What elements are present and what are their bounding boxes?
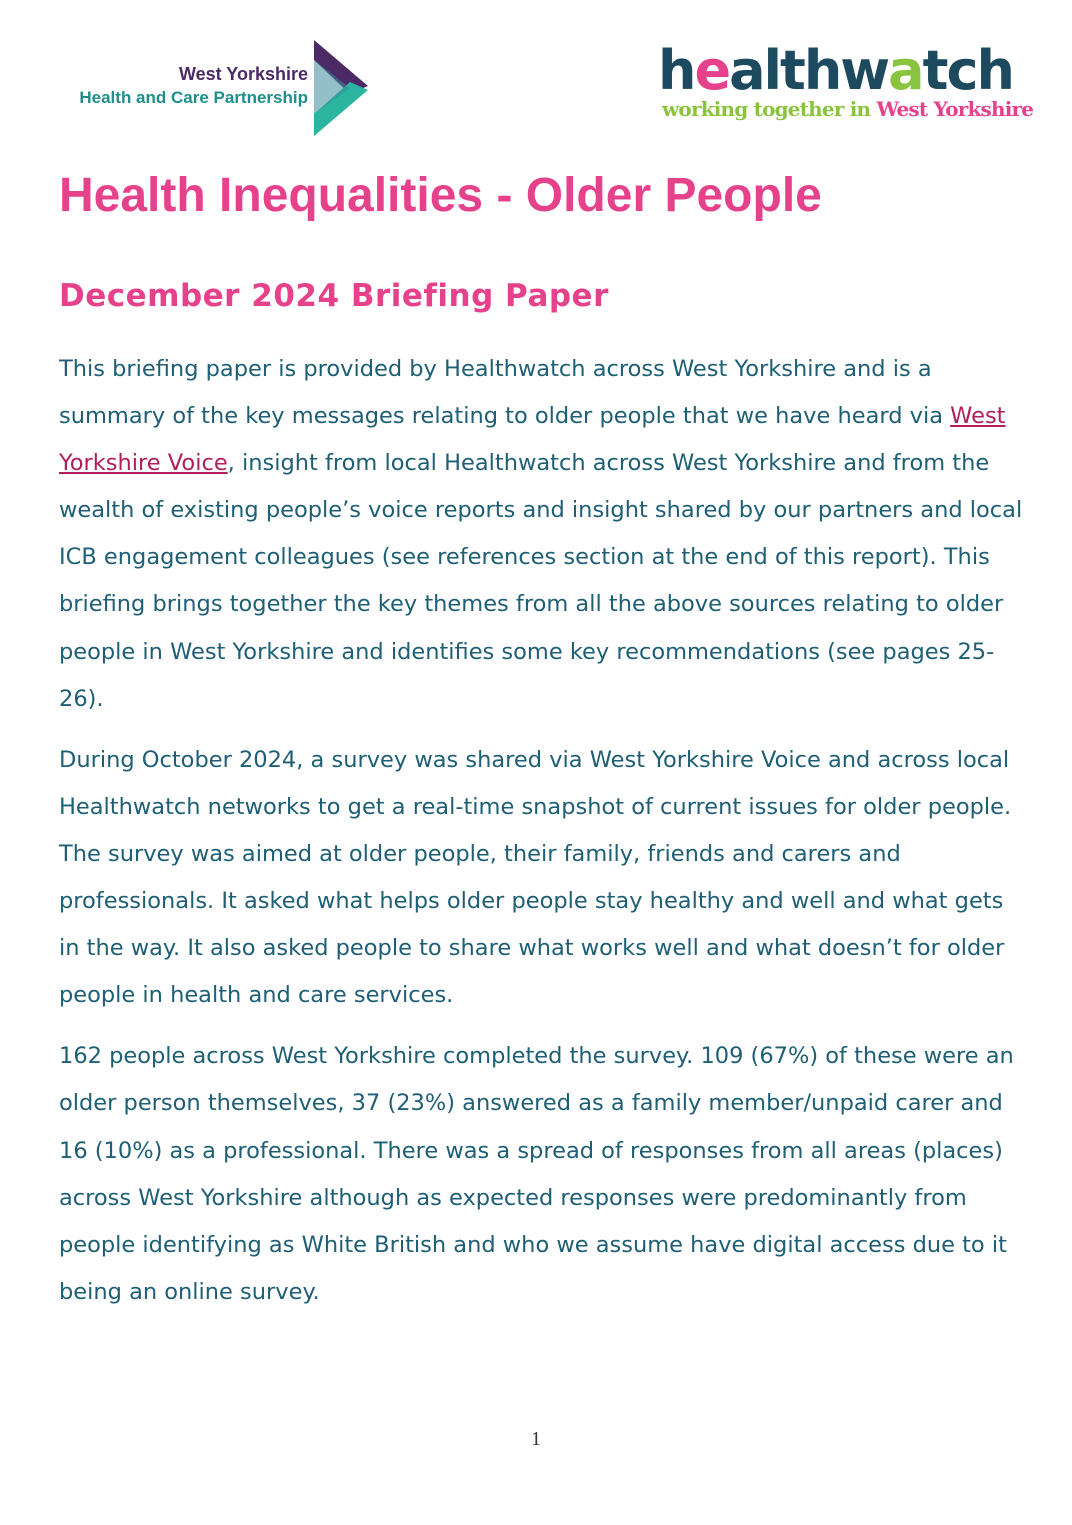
document-title: Health Inequalities - Older People: [59, 169, 822, 222]
page-number: 1: [531, 1428, 541, 1450]
west-yorkshire-hcp-logo: [54, 38, 374, 138]
body-text: [59, 346, 1029, 1330]
healthwatch-logo: [658, 40, 1032, 124]
chevron-arrow-icon: [312, 38, 368, 138]
west-yorkshire-voice-link[interactable]: West Yorkshire Voice: [59, 403, 1006, 477]
wy-logo-line2: Health and Care Partnership: [79, 88, 308, 107]
healthwatch-wordmark: healthwatch: [658, 39, 1013, 102]
wy-logo-text: [79, 62, 308, 110]
document-subtitle: December 2024 Briefing Paper: [59, 278, 609, 314]
wy-logo-line1: West Yorkshire: [178, 64, 308, 84]
healthwatch-tagline: working together in West Yorkshire: [662, 97, 1034, 121]
paragraph-intro: This briefing paper is provided by Healthwatch across West Yorkshire and is a summary of the key messages relating to older people that we have heard via West Yorkshire Voice, insight from local Healthwatch across West Yorkshire and from the wealth of existing people’s voice reports and insight shared by our partners and local ICB engagement colleagues (see references section at the end of this report). This briefing brings together the key themes from all the above sources relating to older people in West Yorkshire and identifies some key recommendations (see pages 25-26).: [59, 356, 1023, 712]
paragraph-survey: During October 2024, a survey was shared via West Yorkshire Voice and across local Healthwatch networks to get a real-time snapshot of current issues for older people. The survey was aimed at older people, their family, friends and carers and professionals. It asked what helps older people stay healthy and well and what gets in the way. It also asked people to share what works well and what doesn’t for older people in health and care services.: [59, 746, 1012, 1009]
paragraph-responses: 162 people across West Yorkshire completed the survey. 109 (67%) of these were an older person themselves, 37 (23%) answered as a family member/unpaid carer and 16 (10%) as a professional. There was a spread of responses from all areas (places) across West Yorkshire although as expected responses were predominantly from people identifying as White British and who we assume have digital access due to it being an online survey.: [59, 1043, 1014, 1305]
